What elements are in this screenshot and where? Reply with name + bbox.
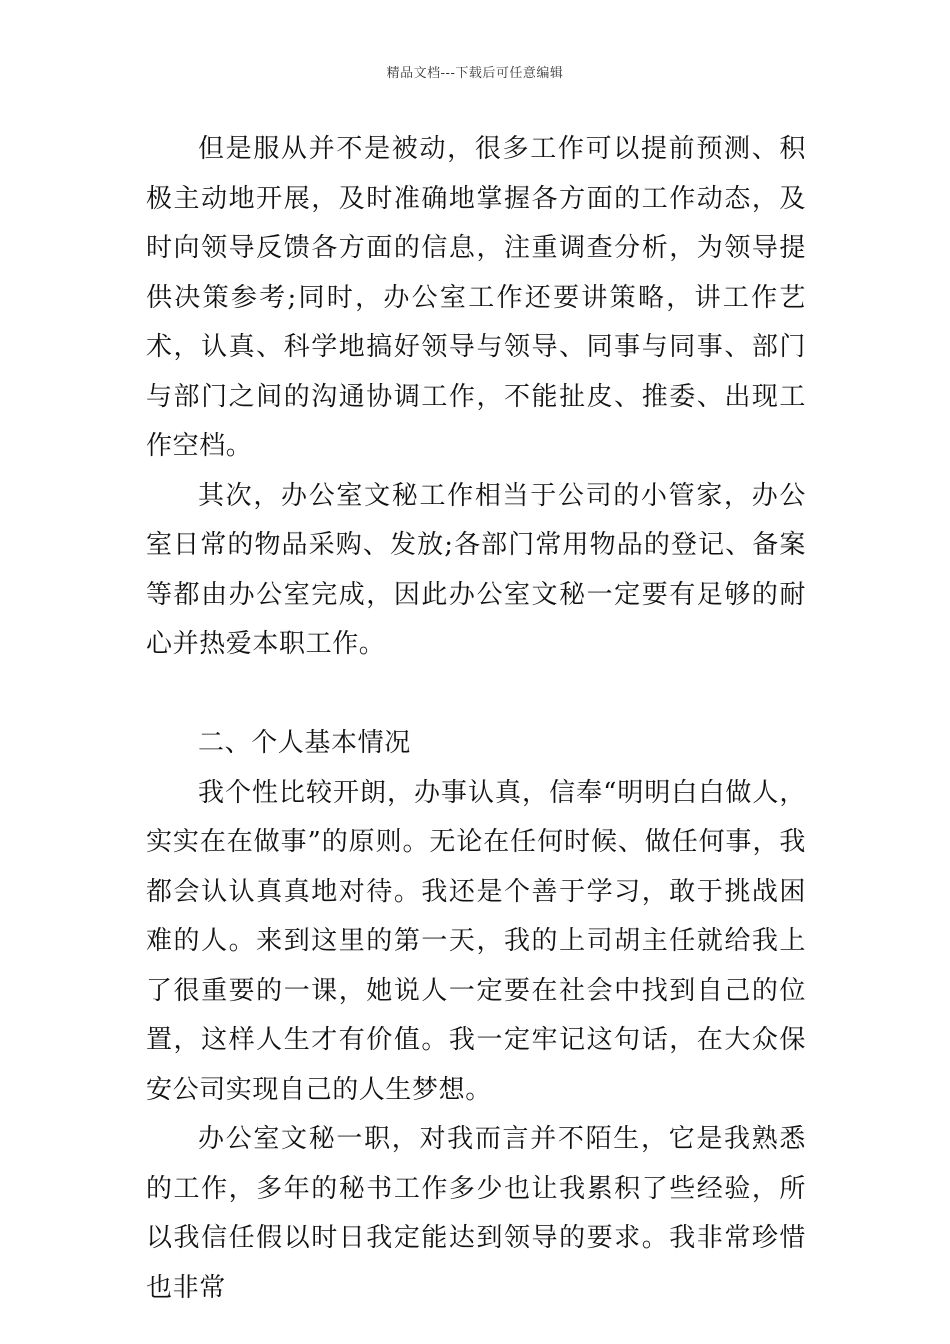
header-note: 精品文档---下载后可任意编辑 <box>386 66 564 81</box>
document-body <box>146 125 806 1313</box>
paragraph-housekeeper: 其次，办公室文秘工作相当于公司的小管家，办公室日常的物品采购、发放;各部门常用物品的登记、备案等都由办公室完成，因此办公室文秘一定要有足够的耐心并热爱本职工作。 <box>146 480 806 659</box>
section-heading: 二、个人基本情况 <box>198 728 411 758</box>
paragraph-personality: 我个性比较开朗，办事认真，信奉“明明白白做人，实实在在做事”的原则。无论在任何时候、做任何事，我都会认认真真地对待。我还是个善于学习，敢于挑战困难的人。来到这里的第一天，我的上司胡主任就给我上了很重要的一课，她说人一定要在社会中找到自己的位置，这样人生才有价值。我一定牢记这句话，在大众保安公司实现自己的人生梦想。 <box>146 777 806 1105</box>
paragraph-obedience: 但是服从并不是被动，很多工作可以提前预测、积极主动地开展，及时准确地掌握各方面的工作动态，及时向领导反馈各方面的信息，注重调查分析，为领导提供决策参考;同时，办公室工作还要讲策略，讲工作艺术，认真、科学地搞好领导与领导、同事与同事、部门与部门之间的沟通协调工作，不能扯皮、推委、出现工作空档。 <box>146 134 806 461</box>
paragraph-secretary-role: 办公室文秘一职，对我而言并不陌生，它是我熟悉的工作，多年的秘书工作多少也让我累积了些经验，所以我信任假以时日我定能达到领导的要求。我非常珍惜也非常 <box>146 1124 806 1303</box>
